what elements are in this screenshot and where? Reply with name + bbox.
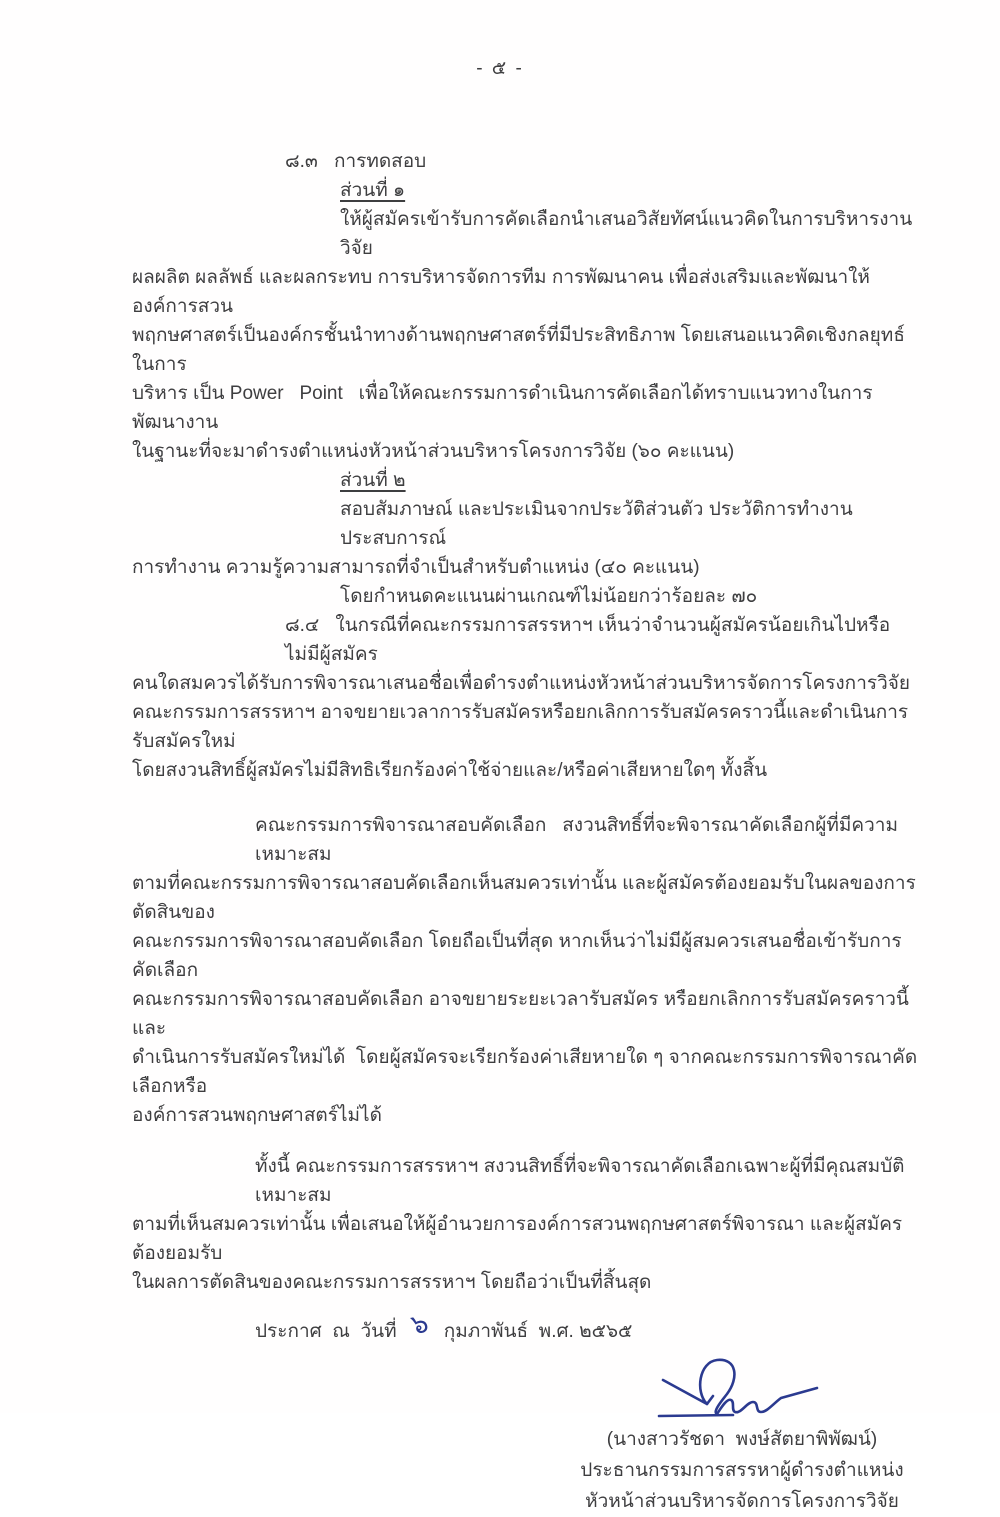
issuance-line [132,1307,922,1346]
part-2-heading: ส่วนที่ ๒ [340,470,406,491]
section-8-4-line: คณะกรรมการสรรหาฯ อาจขยายเวลาการรับสมัครหรือยกเลิกการรับสมัครคราวนี้และดำเนินการรับสมัครใหม่ [132,702,909,752]
page-number: - ๕ - [476,58,524,79]
selection-line: คณะกรรมการพิจารณาสอบคัดเลือก โดยถือเป็นที่สุด หากเห็นว่าไม่มีผู้สมควรเสนอชื่อเข้ารับการคัดเลือก [132,931,902,981]
selection-line: ตามที่คณะกรรมการพิจารณาสอบคัดเลือกเห็นสมควรเท่านั้น และผู้สมัครต้องยอมรับในผลของการตัดสินของ [132,873,916,923]
section-8-3-number: ๘.๓ [285,151,318,172]
section-8-4-line [132,611,922,669]
section-8-4-line: คนใดสมควรได้รับการพิจารณาเสนอชื่อเพื่อดำรงตำแหน่งหัวหน้าส่วนบริหารจัดการโครงการวิจัย [132,673,910,694]
part-2-line: การทำงาน ความรู้ความสามารถที่จำเป็นสำหรับตำแหน่ง (๔๐ คะแนน) [132,557,700,578]
signature-area [517,1352,967,1424]
issuance-suffix: กุมภาพันธ์ พ.ศ. ๒๕๖๕ [443,1321,633,1342]
signer-block [517,1352,967,1517]
section-8-4-number: ๘.๔ [285,615,320,636]
selection-committee-paragraph [132,811,922,1130]
final-line: ตามที่เห็นสมควรเท่านั้น เพื่อเสนอให้ผู้อำนวยการองค์การสวนพฤกษศาสตร์พิจารณา และผู้สมัครต้องยอมรับ [132,1214,903,1264]
selection-line: คณะกรรมการพิจารณาสอบคัดเลือก อาจขยายระยะเวลารับสมัคร หรือยกเลิกการรับสมัครคราวนี้ และ [132,989,915,1039]
handwritten-day: ๖ [408,1307,431,1341]
signature-icon [655,1352,825,1424]
selection-line: องค์การสวนพฤกษศาสตร์ไม่ได้ [132,1105,382,1126]
final-paragraph [132,1152,922,1297]
section-8-4-paragraph [132,611,922,785]
final-line: ทั้งนี้ คณะกรรมการสรรหาฯ สงวนสิทธิ์ที่จะพิจารณาคัดเลือกเฉพาะผู้ที่มีคุณสมบัติเหมาะสม [255,1156,905,1206]
selection-line: คณะกรรมการพิจารณาสอบคัดเลือก สงวนสิทธิ์ที่จะพิจารณาคัดเลือกผู้ที่มีความเหมาะสม [255,815,898,865]
selection-line: ดำเนินการรับสมัครใหม่ได้ โดยผู้สมัครจะเรียกร้องค่าเสียหายใด ๆ จากคณะกรรมการพิจารณาคัดเลือกหรือ [132,1047,918,1097]
section-8-4-line-text: ในกรณีที่คณะกรรมการสรรหาฯ เห็นว่าจำนวนผู้สมัครน้อยเกินไปหรือไม่มีผู้สมัคร [285,615,891,665]
section-8-3-heading [132,147,922,176]
signer-title-1: ประธานกรรมการสรรหาผู้ดำรงตำแหน่ง [580,1460,904,1481]
section-8-4-line: โดยสงวนสิทธิ์ผู้สมัครไม่มีสิทธิเรียกร้องค่าใช้จ่ายและ/หรือค่าเสียหายใดๆ ทั้งสิ้น [132,760,768,781]
part-2-criteria-line: โดยกำหนดคะแนนผ่านเกณฑ์ไม่น้อยกว่าร้อยละ ๗๐ [340,586,758,607]
final-line: ในผลการตัดสินของคณะกรรมการสรรหาฯ โดยถือว่าเป็นที่สิ้นสุด [132,1272,652,1293]
part-1-paragraph [132,205,922,466]
part-2-paragraph [132,495,922,611]
part-1-line: ผลผลิต ผลลัพธ์ และผลกระทบ การบริหารจัดการทีม การพัฒนาคน เพื่อส่งเสริมและพัฒนาให้องค์การสวน [132,267,870,317]
signer-name: (นางสาวรัชดา พงษ์สัตยาพิพัฒน์) [606,1429,878,1450]
document-body [132,147,922,1517]
part-2-heading-row [132,466,922,495]
section-8-3-title: การทดสอบ [333,151,427,172]
part-1-line: ในฐานะที่จะมาดำรงตำแหน่งหัวหน้าส่วนบริหารโครงการวิจัย (๖๐ คะแนน) [132,441,735,462]
signer-title-2: หัวหน้าส่วนบริหารจัดการโครงการวิจัย [585,1491,899,1512]
part-1-heading: ส่วนที่ ๑ [340,180,406,201]
part-2-line: สอบสัมภาษณ์ และประเมินจากประวัติส่วนตัว ประวัติการทำงาน ประสบการณ์ [340,499,858,549]
part-1-heading-row [132,176,922,205]
part-1-line: ให้ผู้สมัครเข้ารับการคัดเลือกนำเสนอวิสัยทัศน์แนวคิดในการบริหารงานวิจัย [340,209,913,259]
issuance-prefix: ประกาศ ณ วันที่ [255,1321,397,1342]
part-1-line: บริหาร เป็น Power Point เพื่อให้คณะกรรมการดำเนินการคัดเลือกได้ทราบแนวทางในการพัฒนางาน [132,383,873,433]
part-1-line: พฤกษศาสตร์เป็นองค์กรชั้นนำทางด้านพฤกษศาสตร์ที่มีประสิทธิภาพ โดยเสนอแนวคิดเชิงกลยุทธ์ในการ [132,325,905,375]
